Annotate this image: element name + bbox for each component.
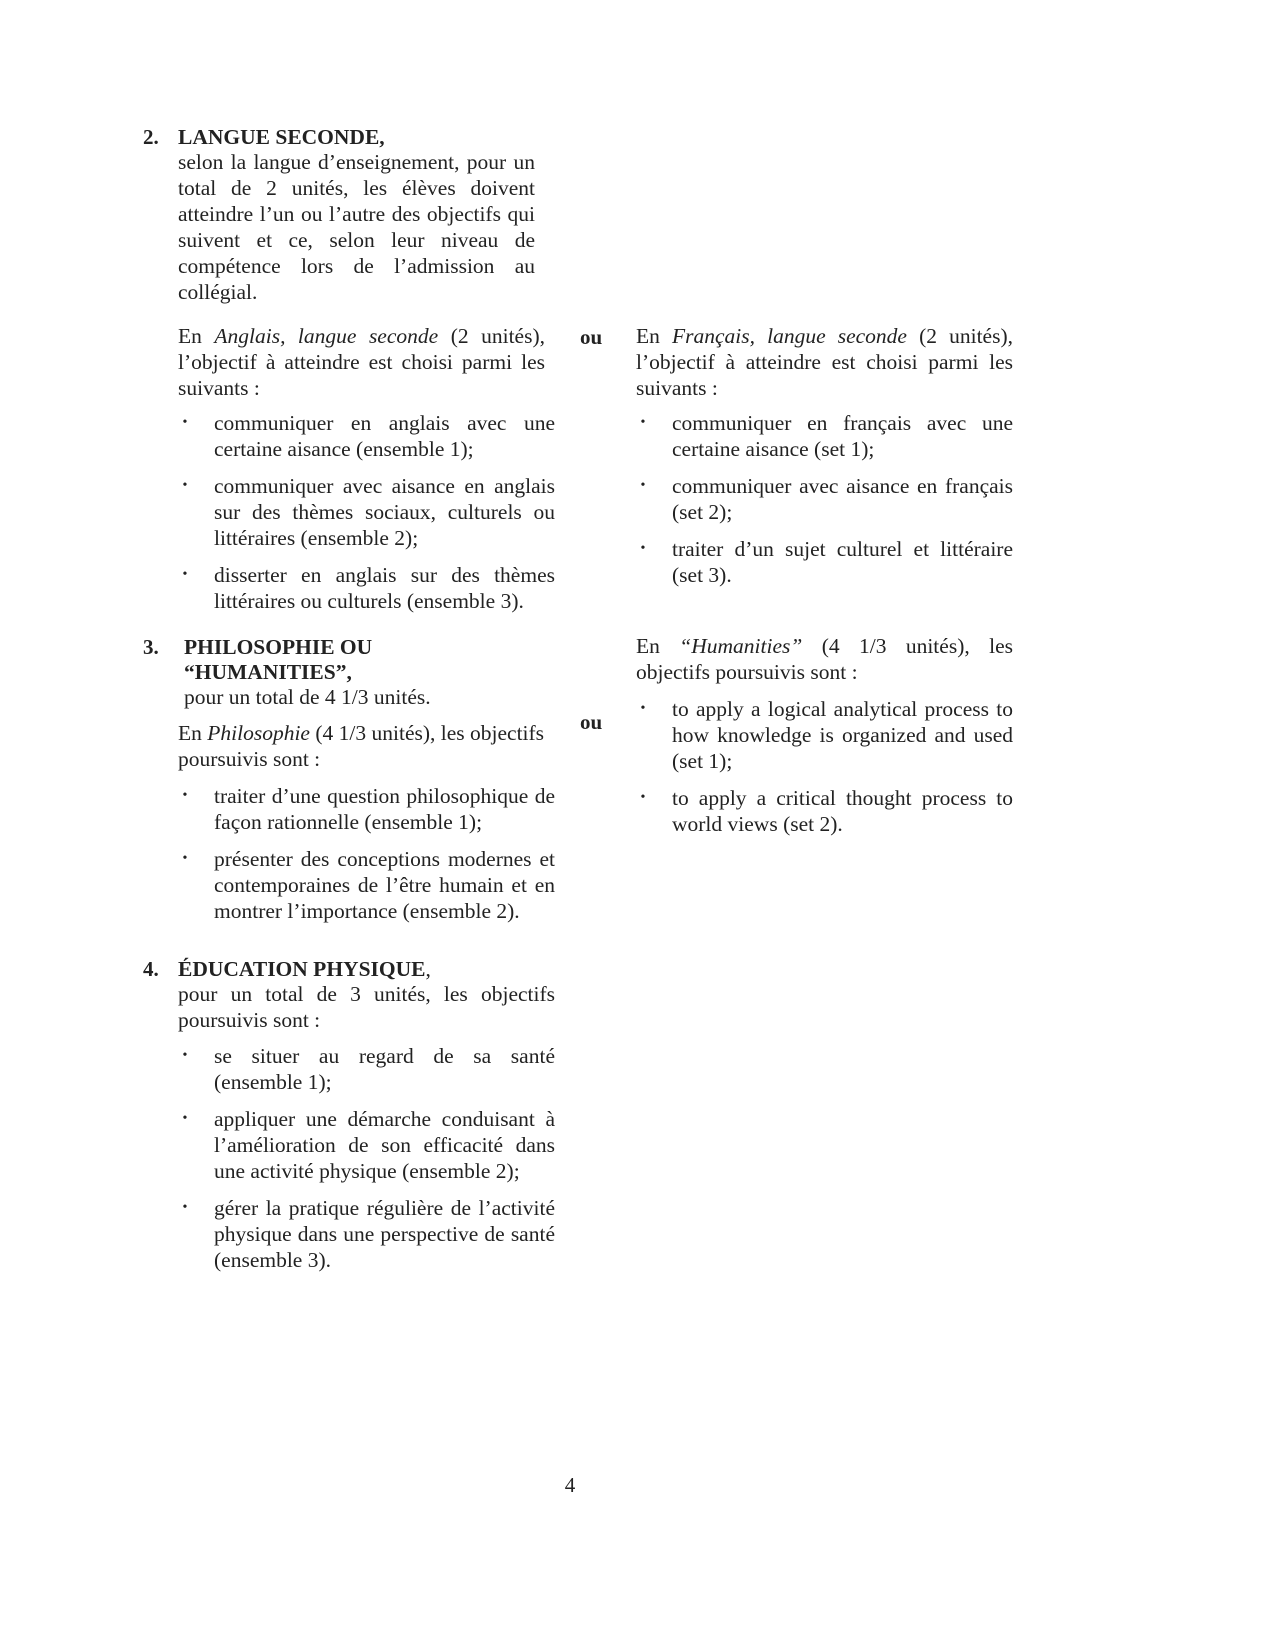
bullet-icon: • — [182, 415, 188, 430]
section-2-left-prefix: En — [178, 324, 215, 348]
bullet-icon: • — [182, 1048, 188, 1063]
list-item: • communiquer en français avec une certaine aisance (set 1); — [636, 410, 1013, 462]
section-3-right-list — [636, 696, 1013, 837]
section-2-intro: selon la langue d’enseignement, pour un total de 2 unités, les élèves doivent atteindre l’un ou l’autre des objectifs qui suivent et ce, selon leur niveau de compétence lors de l’admission au collégial. — [178, 150, 535, 304]
section-3-left-list — [178, 783, 555, 924]
section-4-title-comma: , — [425, 957, 431, 981]
section-3-subtitle: pour un total de 4 1/3 unités. — [184, 685, 431, 709]
section-4-list — [178, 1043, 555, 1273]
section-2-right-suffix: (2 unités), l’objectif à atteindre est choisi parmi les suivants : — [636, 324, 1013, 400]
list-item: • présenter des conceptions modernes et contemporaines de l’être humain et en montrer l’importance (ensemble 2). — [178, 846, 555, 924]
section-2-left-list — [178, 410, 555, 614]
section-2-right-prefix: En — [636, 324, 672, 348]
list-item: • se situer au regard de sa santé (ensemble 1); — [178, 1043, 555, 1095]
section-2-left-heading — [178, 323, 545, 401]
section-3-title-line1: PHILOSOPHIE OU — [184, 635, 373, 659]
bullet-icon: • — [640, 478, 646, 493]
section-2-title: LANGUE SECONDE, — [178, 125, 385, 149]
bullet-icon: • — [182, 478, 188, 493]
section-4-title: ÉDUCATION PHYSIQUE — [178, 957, 426, 981]
section-4-number: 4. — [143, 957, 159, 981]
list-item: • appliquer une démarche conduisant à l’amélioration de son efficacité dans une activité physique (ensemble 2); — [178, 1106, 555, 1184]
bullet-icon: • — [640, 790, 646, 805]
list-item: • traiter d’une question philosophique de façon rationnelle (ensemble 1); — [178, 783, 555, 835]
section-3-number: 3. — [143, 635, 159, 659]
bullet-icon: • — [182, 1200, 188, 1215]
list-item: • to apply a critical thought process to world views (set 2). — [636, 785, 1013, 837]
section-3-left-heading — [178, 720, 555, 772]
page-number: 4 — [564, 1473, 576, 1497]
bullet-icon: • — [182, 788, 188, 803]
section-3-left-prefix: En — [178, 721, 208, 745]
section-3-or-label: ou — [580, 710, 603, 734]
list-item: • communiquer en anglais avec une certaine aisance (ensemble 1); — [178, 410, 555, 462]
section-3-right-course: “Humanities” — [679, 634, 803, 658]
list-item: • to apply a logical analytical process to how knowledge is organized and used (set 1); — [636, 696, 1013, 774]
section-2-right-list — [636, 410, 1013, 588]
section-3-right-suffix: (4 1/3 unités), les objectifs poursuivis sont : — [636, 634, 1013, 684]
section-3-left-course: Philosophie — [207, 721, 310, 745]
bullet-icon: • — [182, 1111, 188, 1126]
section-2-left-suffix: (2 unités), l’objectif à atteindre est choisi parmi les suivants : — [178, 324, 545, 400]
section-2-number: 2. — [143, 125, 159, 149]
bullet-icon: • — [182, 567, 188, 582]
bullet-icon: • — [640, 415, 646, 430]
list-item: • communiquer avec aisance en français (set 2); — [636, 473, 1013, 525]
list-item: • gérer la pratique régulière de l’activité physique dans une perspective de santé (ensemble 3). — [178, 1195, 555, 1273]
section-4-title-wrap — [178, 956, 431, 982]
section-3-left-suffix: (4 1/3 unités), les objectifs poursuivis sont : — [178, 721, 545, 771]
section-3-right-prefix: En — [636, 634, 680, 658]
bullet-icon: • — [640, 541, 646, 556]
section-3-title-line2: “HUMANITIES”, — [184, 660, 352, 684]
bullet-icon: • — [182, 851, 188, 866]
bullet-icon: • — [640, 701, 646, 716]
list-item: • disserter en anglais sur des thèmes littéraires ou culturels (ensemble 3). — [178, 562, 555, 614]
list-item: • traiter d’un sujet culturel et littéraire (set 3). — [636, 536, 1013, 588]
section-2-left-course: Anglais, langue seconde — [214, 324, 439, 348]
list-item: • communiquer avec aisance en anglais sur des thèmes sociaux, culturels ou littéraires (ensemble 2); — [178, 473, 555, 551]
section-2-right-heading — [636, 323, 1013, 401]
section-3-right-heading — [636, 633, 1013, 685]
section-4-intro: pour un total de 3 unités, les objectifs poursuivis sont : — [178, 982, 555, 1032]
section-2-or-label: ou — [580, 325, 603, 349]
section-2-right-course: Français, langue seconde — [672, 324, 907, 348]
